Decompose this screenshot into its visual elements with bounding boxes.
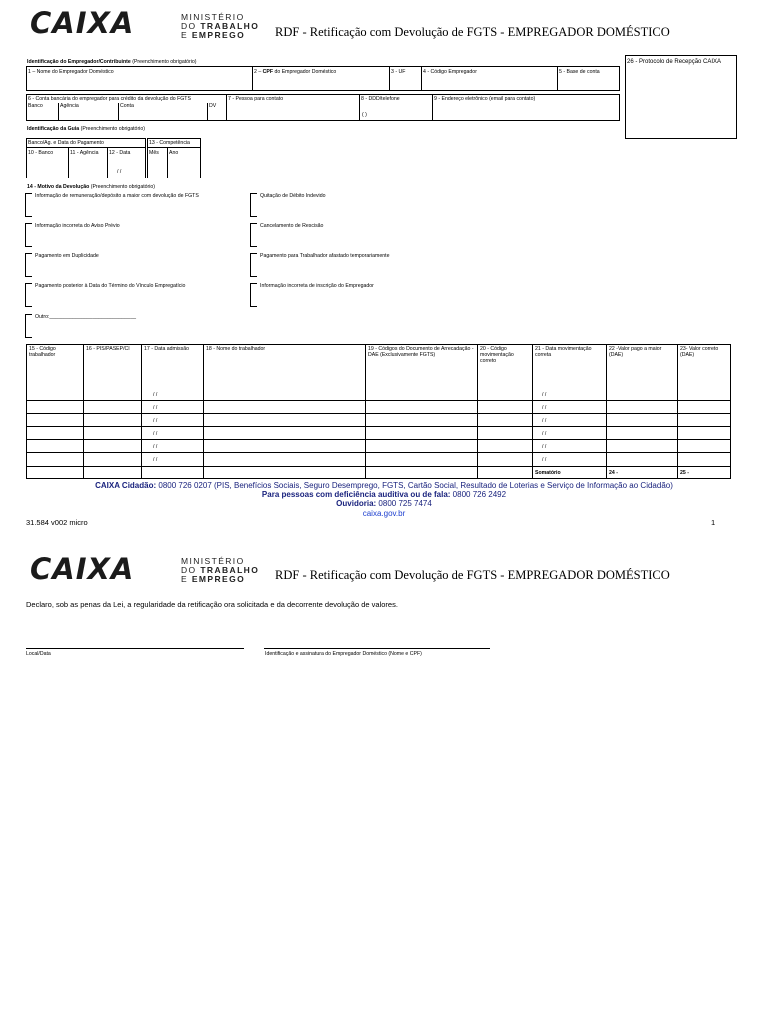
reason-other-input[interactable]: Outro:______________________________: [35, 314, 136, 320]
col-header-movement-code: 20 - Código movimentação correto: [480, 346, 514, 364]
footer-line2-rest: 0800 726 2492: [452, 490, 507, 499]
col-header-admission-date: 17 - Data admissão: [144, 346, 189, 352]
footer-website-link[interactable]: caixa.gov.br: [362, 509, 406, 518]
form-code: 31.584 v002 micro: [26, 518, 88, 527]
field-employer-cpf[interactable]: [254, 69, 336, 75]
reason-checkbox-7[interactable]: [25, 283, 32, 307]
row3-admission-date[interactable]: / /: [153, 418, 158, 424]
footer-line3-rest: 0800 725 7474: [378, 499, 432, 508]
col-header-dae-codes: 19 - Códigos do Documento de Arrecadação - DAE (Exclusivamente FGTS): [368, 346, 474, 358]
phone-ddd-paren: ( ): [362, 112, 367, 118]
reason-label-5: Pagamento em Duplicidade: [35, 253, 99, 259]
guide-date-slash: / /: [117, 169, 122, 175]
ministry-line2-p2: DO: [181, 565, 197, 575]
row6-movement-date[interactable]: / /: [542, 457, 547, 463]
workers-table: [26, 344, 731, 479]
ministry-line2: DO: [181, 21, 197, 31]
field-competence-year[interactable]: Ano: [169, 150, 179, 156]
employer-section-note: (Preenchimento obrigatório): [132, 59, 197, 65]
field-dv[interactable]: DV: [209, 103, 217, 109]
cpf-suffix: do Empregador Doméstico: [274, 69, 337, 75]
sum-label: Somatório: [535, 470, 561, 476]
local-date-line[interactable]: [26, 648, 244, 649]
reason-checkbox-6[interactable]: [250, 253, 257, 277]
reason-checkbox-4[interactable]: [250, 223, 257, 247]
ministry-line3: E: [181, 30, 189, 40]
col-header-movement-date: 21 - Data movimentação correta: [535, 346, 592, 358]
sum-field-25[interactable]: 25 -: [680, 470, 689, 476]
reason-label-2: Quitação de Débito Indevido: [260, 193, 326, 199]
caixa-logo-page2: CAIXA: [30, 552, 135, 586]
reasons-section-bold: 14 - Motivo da Devolução: [27, 184, 90, 190]
reason-checkbox-3[interactable]: [25, 223, 32, 247]
guide-section-bold: Identificação da Guia: [27, 126, 80, 132]
protocol-box[interactable]: [625, 55, 737, 139]
field-competence[interactable]: 13 - Competência: [149, 140, 190, 146]
protocol-label: 26 - Protocolo de Recepção CAIXA: [627, 59, 722, 65]
employer-section-bold: Identificação do Empregador/Contribuinte: [27, 59, 131, 65]
employer-section-title: [27, 59, 197, 65]
col-header-overpaid: 22 -Valor pago a maior (DAE): [609, 346, 662, 358]
field-employer-code[interactable]: 4 - Código Empregador: [423, 69, 477, 75]
guide-section-note: (Preenchimento obrigatório): [80, 126, 145, 132]
page-number: 1: [711, 518, 716, 527]
ministry-line3b-p2: EMPREGO: [191, 574, 246, 584]
ministry-line3b: EMPREGO: [191, 30, 246, 40]
cpf-bold: CPF: [262, 69, 274, 75]
field-phone[interactable]: 8 - DDD/telefone: [361, 96, 400, 102]
reason-checkbox-2[interactable]: [250, 193, 257, 217]
row5-movement-date[interactable]: / /: [542, 444, 547, 450]
col-header-pis: 16 - PIS/PASEP/CI: [86, 346, 130, 352]
document-title-page2: RDF - Retificação com Devolução de FGTS - EMPREGADOR DOMÉSTICO: [275, 568, 670, 582]
footer-line3-bold: Ouvidoria:: [336, 499, 377, 508]
row1-movement-date[interactable]: / /: [542, 392, 547, 398]
field-guide-date[interactable]: 12 - Data: [109, 150, 131, 156]
reason-label-7: Pagamento posterior à Data do Término do Vínculo Empregatício: [35, 283, 186, 289]
field-account[interactable]: Conta: [120, 103, 134, 109]
footer-line1-rest: 0800 726 0207 (PIS, Benefícios Sociais, Seguro Desemprego, FGTS, Cartão Social, Resultado de Loterias e Serviço de Informação ao Cidadão): [158, 481, 673, 490]
guide-section-title: [27, 126, 145, 132]
field-employer-name[interactable]: 1 – Nome do Empregador Doméstico: [28, 69, 114, 75]
field-bank-account[interactable]: 6 - Conta bancária do empregador para crédito da devolução do FGTS: [28, 96, 191, 102]
ministry-logo-page2: [181, 557, 259, 584]
col-header-worker-name: 18 - Nome do trabalhador: [206, 346, 266, 352]
signature-label: Identificação e assinatura do Empregador Doméstico (Nome e CPF): [265, 651, 422, 657]
reasons-section-note: (Preenchimento obrigatório): [90, 184, 156, 190]
reason-label-4: Cancelamento de Rescisão: [260, 223, 324, 229]
col-header-correct-value: 23- Valor correto (DAE): [680, 346, 719, 358]
footer-line2-bold: Para pessoas com deficiência auditiva ou de fala:: [261, 490, 451, 499]
row5-admission-date[interactable]: / /: [153, 444, 158, 450]
reason-checkbox-1[interactable]: [25, 193, 32, 217]
reason-label-3: Informação incorreta do Aviso Prévio: [35, 223, 120, 229]
row3-movement-date[interactable]: / /: [542, 418, 547, 424]
cpf-prefix: 2 –: [254, 69, 262, 75]
row4-movement-date[interactable]: / /: [542, 431, 547, 437]
field-contact-person[interactable]: 7 - Pessoa para contato: [228, 96, 284, 102]
ministry-line3-p2: E: [181, 574, 189, 584]
row1-admission-date[interactable]: / /: [153, 392, 158, 398]
signature-line[interactable]: [264, 648, 490, 649]
sum-field-24[interactable]: 24 -: [609, 470, 618, 476]
local-date-label: Local/Data: [26, 651, 51, 657]
ministry-line2b: TRABALHO: [200, 21, 260, 31]
footer-line1-bold: CAIXA Cidadão:: [95, 481, 157, 490]
reason-checkbox-other[interactable]: [25, 314, 32, 338]
footer-line3: [0, 499, 768, 509]
reason-checkbox-8[interactable]: [250, 283, 257, 307]
field-guide-bank[interactable]: 10 - Banco: [28, 150, 54, 156]
field-account-base[interactable]: 5 - Base de conta: [559, 69, 600, 75]
reasons-section-title: [27, 184, 155, 190]
col-header-worker-code: 15 - Código trabalhador: [29, 346, 56, 358]
row6-admission-date[interactable]: / /: [153, 457, 158, 463]
ministry-logo: [181, 13, 259, 40]
row2-movement-date[interactable]: / /: [542, 405, 547, 411]
ministry-line1-p2: MINISTÉRIO: [181, 556, 245, 566]
reason-label-6: Pagamento para Trabalhador afastado temporariamente: [260, 253, 390, 259]
field-agency[interactable]: Agência: [60, 103, 79, 109]
reason-label-8: Informação incorreta de inscrição do Empregador: [260, 283, 374, 289]
ministry-line2b-p2: TRABALHO: [200, 565, 260, 575]
field-email[interactable]: 9 - Endereço eletrônico (email para contato): [434, 96, 536, 102]
reason-label-1: Informação de remuneração/depósito a maior com devolução de FGTS: [35, 193, 199, 199]
ministry-line1: MINISTÉRIO: [181, 12, 245, 22]
field-uf[interactable]: 3 - UF: [391, 69, 406, 75]
reason-checkbox-5[interactable]: [25, 253, 32, 277]
guide-bank-label: Banco/Ag. e Data do Pagamento: [28, 140, 104, 146]
field-competence-month[interactable]: Mês: [149, 150, 159, 156]
field-guide-agency[interactable]: 11 - Agência: [70, 150, 99, 156]
document-title: RDF - Retificação com Devolução de FGTS - EMPREGADOR DOMÉSTICO: [275, 25, 670, 39]
row4-admission-date[interactable]: / /: [153, 431, 158, 437]
field-bank[interactable]: Banco: [28, 103, 43, 109]
declaration-text: Declaro, sob as penas da Lei, a regularidade da retificação ora solicitada e da decorrente devolução de valores.: [26, 600, 398, 609]
row2-admission-date[interactable]: / /: [153, 405, 158, 411]
caixa-logo: CAIXA: [30, 6, 135, 40]
